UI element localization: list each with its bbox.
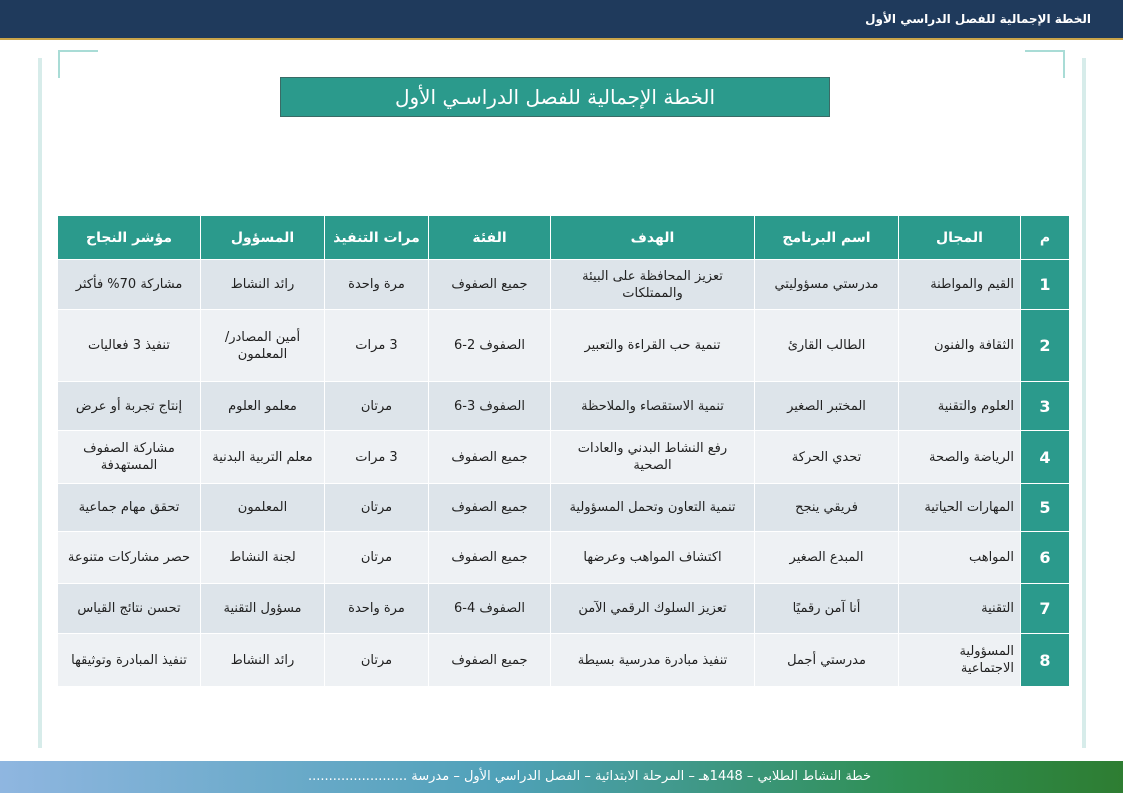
frame-left-border [38,58,42,748]
owner-cell: أمين المصادر/المعلمون [201,310,325,382]
goal-cell: اكتشاف المواهب وعرضها [551,532,755,584]
group-cell: الصفوف 3-6 [429,382,551,431]
table-row [58,584,1070,634]
table-row [58,310,1070,382]
times-cell: مرتان [325,634,429,687]
indicator-cell: مشاركة 70% فأكثر [58,260,201,310]
times-cell: مرتان [325,382,429,431]
row-number: 8 [1021,634,1070,687]
owner-cell: معلم التربية البدنية [201,431,325,484]
row-number: 2 [1021,310,1070,382]
row-number: 4 [1021,431,1070,484]
domain-cell: المهارات الحياتية [899,484,1021,532]
owner-cell: المعلمون [201,484,325,532]
owner-cell: رائد النشاط [201,634,325,687]
header-indicator: مؤشر النجاح [58,216,201,260]
program-cell: فريقي ينجح [755,484,899,532]
header-goal: الهدف [551,216,755,260]
domain-cell: الرياضة والصحة [899,431,1021,484]
header-domain: المجال [899,216,1021,260]
goal-cell: تنمية التعاون وتحمل المسؤولية [551,484,755,532]
header-accent-line [0,38,1123,40]
indicator-cell: تحسن نتائج القياس [58,584,201,634]
table-row [58,431,1070,484]
top-bar [0,0,1123,38]
goal-cell: تعزيز المحافظة على البيئة والممتلكات [551,260,755,310]
table-row [58,532,1070,584]
indicator-cell: تحقق مهام جماعية [58,484,201,532]
domain-cell: القيم والمواطنة [899,260,1021,310]
corner-bracket-right [1025,50,1065,52]
table-row [58,634,1070,687]
footer-bar [0,761,1123,793]
group-cell: جميع الصفوف [429,260,551,310]
indicator-cell: مشاركة الصفوف المستهدفة [58,431,201,484]
program-cell: مدرستي أجمل [755,634,899,687]
times-cell: 3 مرات [325,310,429,382]
goal-cell: رفع النشاط البدني والعادات الصحية [551,431,755,484]
times-cell: 3 مرات [325,431,429,484]
page-title: الخطة الإجمالية للفصل الدراسـي الأول [280,77,830,117]
group-cell: الصفوف 4-6 [429,584,551,634]
corner-bracket-right-vertical [1063,50,1065,78]
program-cell: الطالب القارئ [755,310,899,382]
footer-text: خطة النشاط الطلابي – 1448هـ – المرحلة الابتدائية – الفصل الدراسي الأول – مدرسة ........................ [307,769,871,784]
group-cell: جميع الصفوف [429,532,551,584]
program-cell: تحدي الحركة [755,431,899,484]
plan-table [57,215,1070,687]
goal-cell: تنمية الاستقصاء والملاحظة [551,382,755,431]
corner-bracket-left-vertical [58,50,60,78]
header-group: الفئة [429,216,551,260]
header-program: اسم البرنامج [755,216,899,260]
indicator-cell: إنتاج تجربة أو عرض [58,382,201,431]
owner-cell: رائد النشاط [201,260,325,310]
group-cell: الصفوف 2-6 [429,310,551,382]
frame-right-border [1082,58,1086,748]
indicator-cell: تنفيذ المبادرة وتوثيقها [58,634,201,687]
row-number: 5 [1021,484,1070,532]
domain-cell: الثقافة والفنون [899,310,1021,382]
program-cell: مدرستي مسؤوليتي [755,260,899,310]
table-row [58,260,1070,310]
row-number: 1 [1021,260,1070,310]
times-cell: مرتان [325,532,429,584]
group-cell: جميع الصفوف [429,484,551,532]
domain-cell: المواهب [899,532,1021,584]
program-cell: أنا آمن رقميًا [755,584,899,634]
indicator-cell: تنفيذ 3 فعاليات [58,310,201,382]
owner-cell: مسؤول التقنية [201,584,325,634]
group-cell: جميع الصفوف [429,634,551,687]
header-num: م [1021,216,1070,260]
row-number: 6 [1021,532,1070,584]
corner-bracket-left [58,50,98,52]
owner-cell: لجنة النشاط [201,532,325,584]
row-number: 3 [1021,382,1070,431]
header-times: مرات التنفيذ [325,216,429,260]
table-header-row [58,216,1070,260]
table-row [58,484,1070,532]
goal-cell: تنفيذ مبادرة مدرسية بسيطة [551,634,755,687]
goal-cell: تعزيز السلوك الرقمي الآمن [551,584,755,634]
program-cell: المختبر الصغير [755,382,899,431]
indicator-cell: حصر مشاركات متنوعة [58,532,201,584]
owner-cell: معلمو العلوم [201,382,325,431]
times-cell: مرة واحدة [325,584,429,634]
program-cell: المبدع الصغير [755,532,899,584]
goal-cell: تنمية حب القراءة والتعبير [551,310,755,382]
header-title: الخطة الإجمالية للفصل الدراسي الأول [865,12,1091,26]
domain-cell: التقنية [899,584,1021,634]
domain-cell: العلوم والتقنية [899,382,1021,431]
header-owner: المسؤول [201,216,325,260]
row-number: 7 [1021,584,1070,634]
table-row [58,382,1070,431]
times-cell: مرتان [325,484,429,532]
times-cell: مرة واحدة [325,260,429,310]
domain-cell: المسؤولية الاجتماعية [899,634,1021,687]
group-cell: جميع الصفوف [429,431,551,484]
